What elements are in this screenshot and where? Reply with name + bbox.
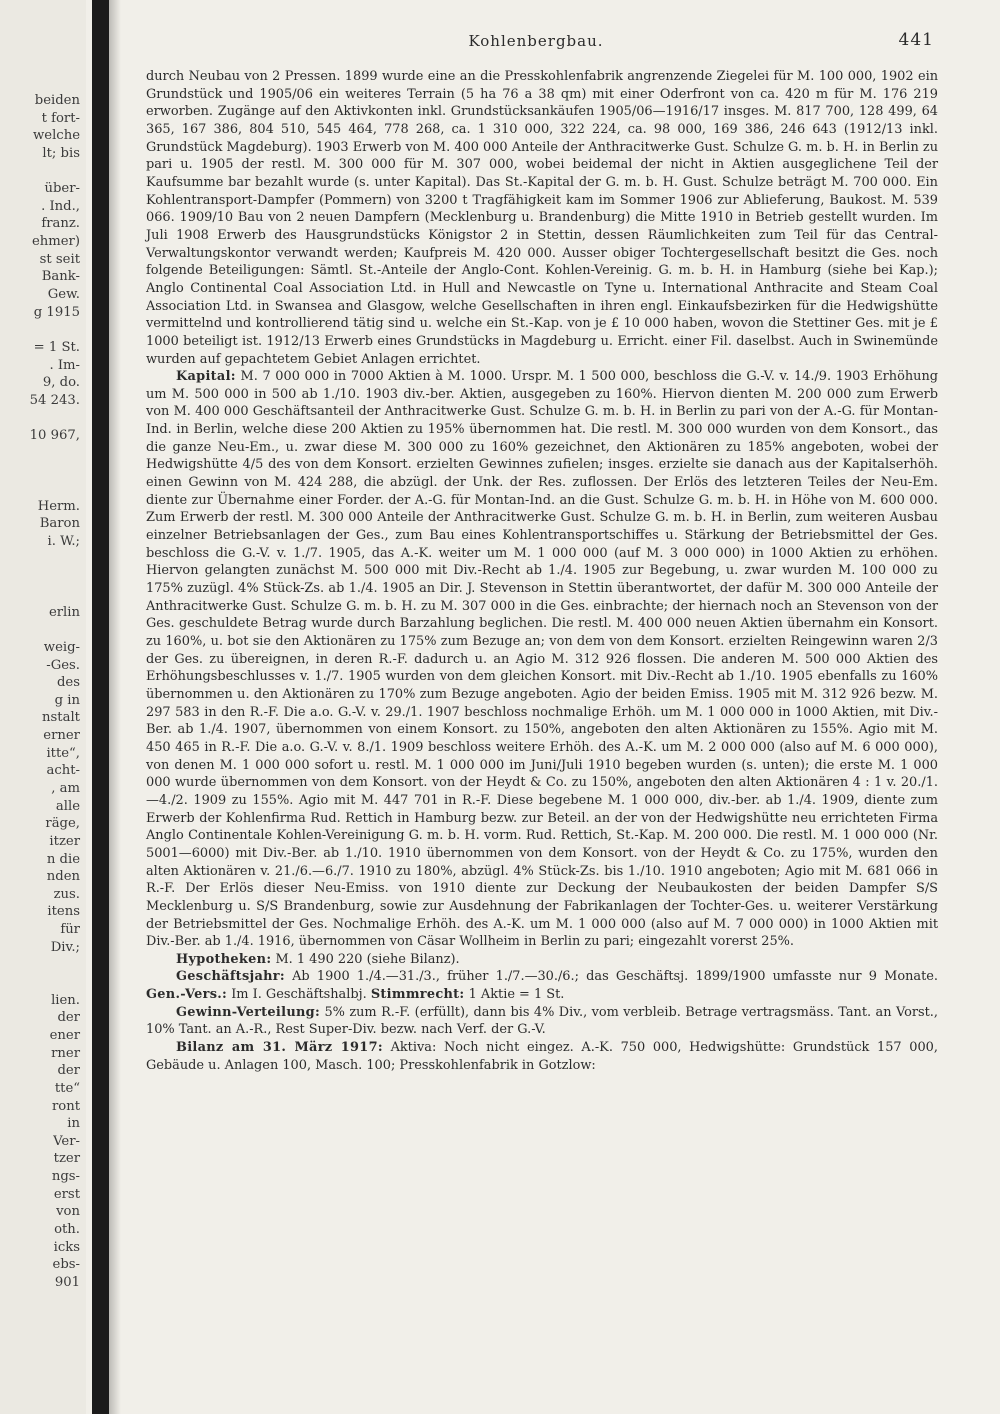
margin-fragment: rner <box>51 1045 80 1061</box>
margin-fragment <box>0 956 80 974</box>
kapital-label: Kapital: <box>176 369 236 385</box>
margin-fragment: erner <box>43 728 80 744</box>
genvers-label: Gen.-Vers.: <box>146 987 228 1003</box>
running-title: Kohlenbergbau. <box>468 32 604 50</box>
margin-fragment: oth. <box>54 1222 80 1237</box>
hypotheken-section <box>146 951 938 969</box>
margin-fragment: Div.; <box>50 939 80 955</box>
gutter-shadow <box>109 0 121 1414</box>
margin-fragment: . Im- <box>49 357 80 373</box>
gewinn-text: 5% zum R.-F. (erfüllt), dann bis 4% Div., vom verbleib. Betrage vertragsmäss. Tant. an Vorst., 10% Tant. an A.-R., Rest Super-Div. bezw. nach Verf. der G.-V. <box>146 1004 938 1038</box>
page-header <box>126 22 946 52</box>
margin-fragment: Baron <box>39 516 80 532</box>
hypotheken-label: Hypotheken: <box>176 951 272 967</box>
margin-fragment: für <box>60 922 80 938</box>
margin-fragment: 54 243. <box>29 392 80 408</box>
bilanz-text: Aktiva: Noch nicht eingez. A.-K. 750 000, Hedwigshütte: Grundstück 157 000, Gebäude u. Anlagen 100, Masch. 100; Presskohlenfabrik in Gotzlow: <box>146 1040 938 1073</box>
genvers-text: Im I. Geschäftshalbj. <box>231 987 367 1003</box>
margin-fragment: ebs- <box>52 1257 80 1273</box>
geschaeftsjahr-text: Ab 1900 1./4.—31./3., früher 1./7.—30./6.; das Geschäftsj. 1899/1900 umfasste nur 9 Monate. <box>292 969 938 985</box>
document-page <box>126 22 946 1402</box>
margin-fragment: lt; bis <box>42 145 80 161</box>
margin-fragment: nden <box>46 869 80 885</box>
margin-fragment: = 1 St. <box>33 339 80 355</box>
margin-fragment <box>0 586 80 604</box>
margin-fragment <box>0 551 80 569</box>
margin-fragment: -Ges. <box>46 657 80 673</box>
page-body <box>146 68 938 1074</box>
margin-fragment: ener <box>49 1027 80 1043</box>
margin-fragment: erst <box>53 1186 80 1202</box>
margin-fragment: 9, do. <box>42 375 80 391</box>
margin-fragment: i. W.; <box>47 534 80 550</box>
margin-fragment <box>0 321 80 339</box>
gewinn-section <box>146 1004 938 1039</box>
margin-fragment: ehmer) <box>31 234 80 250</box>
hypotheken-text: M. 1 490 220 (siehe Bilanz). <box>275 951 460 967</box>
kapital-section <box>146 368 938 951</box>
margin-fragment: Gew. <box>47 287 80 303</box>
margin-fragment: . Ind., <box>41 198 80 214</box>
margin-fragment: nstalt <box>42 710 80 726</box>
margin-fragment: t fort- <box>41 110 80 126</box>
margin-fragment <box>0 974 80 992</box>
margin-fragment <box>0 568 80 586</box>
margin-fragment <box>0 445 80 463</box>
gewinn-label: Gewinn-Verteilung: <box>176 1004 321 1020</box>
margin-fragment: alle <box>55 798 80 814</box>
book-gutter <box>92 0 109 1414</box>
margin-fragment: über- <box>44 181 80 197</box>
margin-fragment: erlin <box>48 604 80 620</box>
margin-fragment: ront <box>51 1098 80 1114</box>
margin-fragment: des <box>56 675 80 691</box>
margin-fragment: in <box>67 1116 80 1132</box>
margin-fragment: n die <box>46 851 80 867</box>
margin-fragment <box>0 621 80 639</box>
margin-fragment <box>0 410 80 428</box>
margin-fragment: g 1915 <box>33 304 80 320</box>
margin-fragment: weig- <box>43 639 80 655</box>
margin-fragment: von <box>56 1204 80 1220</box>
margin-fragment: st seit <box>39 251 80 267</box>
margin-fragment: , am <box>51 780 80 796</box>
geschaeftsjahr-label: Geschäftsjahr: <box>176 969 285 985</box>
margin-fragment: lien. <box>51 992 80 1008</box>
kapital-text: M. 7 000 000 in 7000 Aktien à M. 1000. Urspr. M. 1 500 000, beschloss die G.-V. v. 14./9. 1903 Erhöhung um M. 500 000 in 500 ab 1./10. 1903 div.-ber. Aktien, ausgegeben zu 160%. Hiervon dienten M. 200 000 zum Erwerb von M. 400 000 Geschäftsanteil der Anthracitwerke Gust. Schulze G. m. b. H. in Berlin zu pari von der A.-G. für Montan-Ind. in Berlin, welche diese 200 Aktien zu 195% übernommen hat. Die restl. M. 300 000 wurden von dem Konsort., das die ganze Neu-Em., u. zwar diese M. 300 000 zu 160% gezeichnet, den Aktionären zu 185% angeboten, wobei der Hedwigshütte 4/5 des von dem Konsort. erzielten Gewinnes zufielen; insges. erzielte sie danach aus der Kapitalserhöh. einen Gewinn von M. 424 288, die abzügl. der Unk. der Res. zuflossen. Der Erlös des letzteren Teiles der Neu-Em. diente zur Übernahme einer Forder. der A.-G. für Montan-Ind. an die Gust. Schulze G. m. b. H. in Höhe von M. 600 000. Zum Erwerb der restl. M. 300 000 Anteile der Anthracitwerke Gust. Schulze G. m. b. H. in Berlin, zum weiteren Ausbau einzelner Betriebsanlagen der Ges., zum Bau eines Kohlentransportschiffes u. Stärkung der Betriebsmittel der Ges. beschloss die G.-V. v. 1./7. 1905, das A.-K. weiter um M. 1 000 000 (auf M. 3 000 000) in 1000 Aktien zu erhöhen. Hiervon gelangten zunächst M. 500 000 mit Div.-Recht ab 1./4. 1905 zur Begebung, u. zwar wurden M. 100 000 zu 175% zuzügl. 4% Stück-Zs. ab 1./4. 1905 an Dir. J. Stevenson in Stettin überantwortet, der dafür M. 300 000 Anteile der Anthracitwerke Gust. Schulze G. m. b. H. zu M. 307 000 in die Ges. einbrachte; der hiernach noch an Stevenson von der Ges. geschuldete Betrag wurde durch Barzahlung beglichen. Die restl. M. 400 000 neuen Aktien übernahm ein Konsort. zu 160%, u. bot sie den Aktionären zu 175% zum Bezuge an; von dem von dem Konsort. erzielten Reingewinn waren 2/3 der Ges. zu übereignen, in deren R.-F. dadurch u. an Agio M. 312 926 flossen. Die anderen M. 500 000 Aktien des Erhöhungsbeschlusses v. 1./7. 1905 wurden von dem gleichen Konsort. mit Div.-Recht ab 1./10. 1905 ebenfalls zu 160% übernommen u. den Aktionären zu 170% zum Bezuge angeboten. Agio der beiden Emiss. 1905 mit M. 312 926 bezw. M. 297 583 in den R.-F. Die a.o. G.-V. v. 29./1. 1907 beschloss nochmalige Erhöh. um M. 1 000 000 in 1000 Aktien, mit Div.-Ber. ab 1./4. 1907, übernommen von einem Konsort. zu 150%, angeboten den alten Aktionären zu 155%. Agio mit M. 450 465 in R.-F. Die a.o. G.-V. v. 8./1. 1909 beschloss weitere Erhöh. des A.-K. um M. 2 000 000 (also auf M. 6 000 000), von denen M. 1 000 000 sofort u. restl. M. 1 000 000 im Juni/Juli 1910 begeben wurden (s. unten); die erste M. 1 000 000 wurde übernommen von dem Konsort. von der Heydt & Co. zu 150%, angeboten den alten Aktionären 4 : 1 v. 20./1.—4./2. 1909 zu 155%. Agio mit M. 447 701 in R.-F. Diese begebene M. 1 000 000, div.-ber. ab 1./4. 1909, diente zum Erwerb der Kohlenfirma Rud. Rettich in Hamburg bezw. zur Beteil. an der von der Hedwigshütte neu errichteten Firma Anglo Continentale Kohlen-Vereinigung G. m. b. H. vorm. Rud. Rettich, St.-Kap. M. 200 000. Die restl. M. 1 000 000 (Nr. 5001—6000) mit Div.-Ber. ab 1./10. 1910 übernommen von dem Konsort. von der Heydt & Co. zu 175%, wurden den alten Aktionären v. 21./6.—6./7. 1910 zu 180%, abzügl. 4% Stück-Zs. bis 1./10. 1910 angeboten; Agio mit M. 681 066 in R.-F. Der Erlös dieser Neu-Emiss. von 1910 diente zur Deckung der Neubaukosten der beiden Dampfer S/S Mecklenburg u. S/S Brandenburg, sowie zur Ausdehnung der Fabrikanlagen der Tochter-Ges. u. weiterer Verstärkung der Betriebsmittel der Ges. Nochmalige Erhöh. des A.-K. um M. 1 000 000 (also auf M. 7 000 000) in 1000 Aktien mit Div.-Ber. ab 1./4. 1916, übernommen von Cäsar Wollheim in Berlin zu pari; eingezahlt vorerst 25%. <box>146 369 938 950</box>
margin-fragment: itens <box>47 904 80 920</box>
margin-fragment: acht- <box>46 763 80 779</box>
stimmrecht-text: 1 Aktie = 1 St. <box>468 987 565 1003</box>
margin-fragment: Bank- <box>41 269 80 285</box>
margin-fragment: 10 967, <box>29 428 80 444</box>
margin-fragment: beiden <box>34 93 80 108</box>
adjacent-page-edge <box>0 0 86 1414</box>
margin-fragment: welche <box>33 128 80 144</box>
margin-fragment <box>0 163 80 181</box>
margin-fragment: tte“ <box>54 1080 80 1096</box>
margin-fragment: 901 <box>54 1274 80 1290</box>
margin-fragment: räge, <box>45 816 80 832</box>
margin-fragment: itte“, <box>46 745 80 761</box>
geschaeftsjahr-section <box>146 968 938 1003</box>
margin-fragment <box>0 462 80 480</box>
margin-fragment: tzer <box>53 1151 80 1167</box>
margin-fragment: g in <box>54 692 80 708</box>
margin-fragment <box>0 480 80 498</box>
bilanz-label: Bilanz am 31. März 1917: <box>176 1040 383 1056</box>
stimmrecht-label: Stimmrecht: <box>370 987 465 1003</box>
margin-fragment: der <box>57 1010 80 1026</box>
margin-fragment: ngs- <box>51 1169 80 1185</box>
margin-fragment: der <box>57 1063 80 1079</box>
margin-fragment: franz. <box>41 216 80 232</box>
bilanz-section <box>146 1039 938 1074</box>
margin-fragment: itzer <box>49 833 80 849</box>
margin-fragment: Ver- <box>53 1133 80 1149</box>
margin-fragment: Herm. <box>37 498 80 514</box>
intro-paragraph: durch Neubau von 2 Pressen. 1899 wurde eine an die Presskohlenfabrik angrenzende Ziegelei für M. 100 000, 1902 ein Grundstück und 1905/06 ein weiteres Terrain (5 ha 76 a 38 qm) mit einer Oderfront von ca. 420 m für M. 176 219 erworben. Zugänge auf den Aktivkonten inkl. Grundstücksankäufen 1905/06—1916/17 insges. M. 817 700, 128 499, 64 365, 167 386, 804 510, 545 464, 778 268, ca. 1 310 000, 322 224, ca. 98 000, 169 386, 246 643 (1912/13 inkl. Grundstück Magdeburg). 1903 Erwerb von M. 400 000 Anteile der Anthracitwerke Gust. Schulze G. m. b. H. in Berlin zu pari u. 1905 der restl. M. 300 000 für M. 307 000, wobei beidemal der nicht in Aktien ausgeglichene Teil der Kaufsumme bar bezahlt wurde (s. unter Kapital). Das St.-Kapital der G. m. b. H. Gust. Schulze beträgt M. 700 000. Ein Kohlentransport-Dampfer (Pommern) von 3200 t Tragfähigkeit kam im Sommer 1906 zur Ablieferung, Baukost. M. 539 066. 1909/10 Bau von 2 neuen Dampfern (Mecklenburg u. Brandenburg) die Mitte 1910 in Betrieb gestellt wurden. Im Juli 1908 Erwerb des Hausgrundstücks Königstor 2 in Stettin, dessen Räumlichkeiten zum Teil für das Central-Verwaltungskontor verwandt werden; Kaufpreis M. 420 000. Ausser obiger Tochtergesellschaft besitzt die Ges. noch folgende Beteiligungen: Sämtl. St.-Anteile der Anglo-Cont. Kohlen-Vereinig. G. m. b. H. in Hamburg (siehe bei Kap.); Anglo Continental Coal Association Ltd. in Hull and Newcastle on Tyne u. International Anthracite and Steam Coal Association Ltd. in Swansea and Glasgow, welche Gesellschaften in ihren engl. Einkaufsbezirken für die Hedwigshütte vermittelnd und kontrollierend tätig sind u. welche ein St.-Kap. von je £ 10 000 haben, wovon die Stettiner Ges. mit je £ 1000 beteiligt ist. 1912/13 Erwerb eines Grundstücks in Magdeburg u. Erricht. einer Fil. daselbst. Auch in Swinemünde wurden auf gepachtetem Gebiet Anlagen errichtet. <box>146 69 938 367</box>
margin-fragment: icks <box>53 1239 80 1255</box>
page-number: 441 <box>898 30 934 50</box>
adjacent-page-text <box>0 92 80 1292</box>
margin-fragment: zus. <box>53 886 80 902</box>
